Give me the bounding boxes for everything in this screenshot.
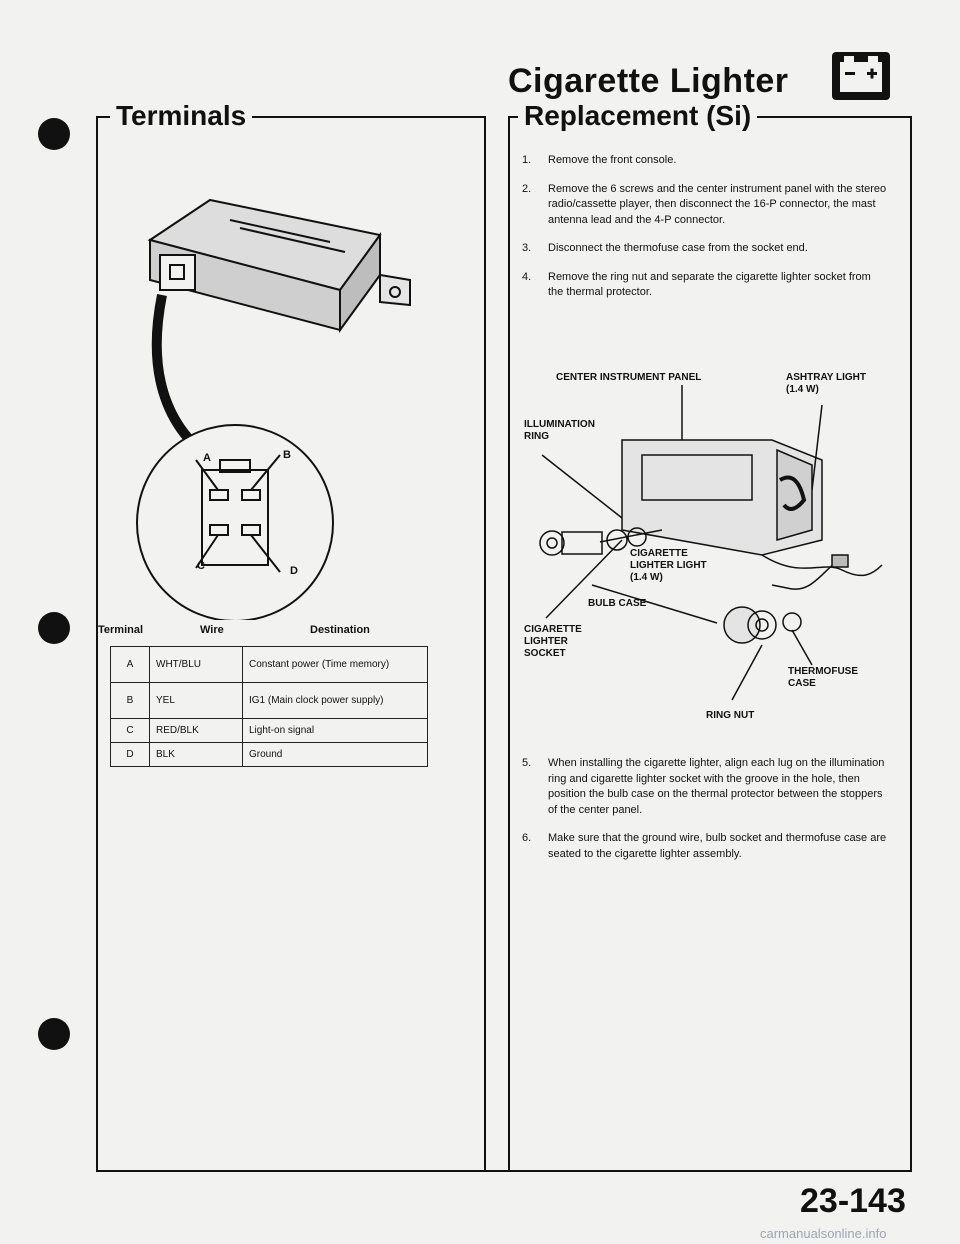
list-item	[522, 831, 888, 862]
terminal-cell: D	[111, 743, 150, 767]
destination-cell: IG1 (Main clock power supply)	[243, 683, 428, 719]
step-number: 5.	[522, 757, 532, 769]
step-number: 6.	[522, 832, 532, 844]
label-bulb-case: BULB CASE	[588, 598, 647, 609]
wire-cell: YEL	[150, 683, 243, 719]
label-ashtray-light: ASHTRAY LIGHT (1.4 W)	[786, 372, 867, 395]
col-header-terminal: Terminal	[98, 624, 144, 636]
list-item	[522, 182, 888, 229]
pin-label-a: A	[203, 452, 211, 464]
step-number: 3.	[522, 242, 532, 254]
label-cigarette-lighter-socket: CIGARETTE LIGHTER SOCKET	[524, 624, 582, 659]
step-text: Disconnect the thermofuse case from the socket end.	[548, 242, 808, 254]
col-header-destination: Destination	[310, 624, 370, 636]
list-item	[522, 153, 888, 169]
terminal-table	[110, 646, 428, 767]
list-item	[522, 756, 888, 818]
battery-icon	[830, 50, 892, 102]
step-number: 1.	[522, 154, 532, 166]
label-illumination-ring: ILLUMINATION RING	[524, 419, 595, 442]
steps-list-lower	[522, 756, 888, 875]
terminal-cell: A	[111, 647, 150, 683]
table-row	[111, 647, 428, 683]
footer-url: carmanualsonline.info	[760, 1226, 887, 1241]
page-number: 23-143	[800, 1182, 906, 1220]
label-ring-nut: RING NUT	[706, 710, 755, 721]
destination-cell: Light-on signal	[243, 719, 428, 743]
list-item	[522, 270, 888, 301]
binder-hole-1	[38, 118, 70, 150]
binder-hole-3	[38, 1018, 70, 1050]
table-row	[111, 683, 428, 719]
step-text: Remove the front console.	[548, 154, 677, 166]
terminals-heading: Terminals	[110, 100, 252, 132]
step-number: 2.	[522, 182, 532, 195]
step-text: Make sure that the ground wire, bulb socket and thermofuse case are seated to the cigarette lighter assembly.	[548, 832, 887, 860]
steps-list-upper	[522, 153, 888, 314]
binder-hole-2	[38, 612, 70, 644]
step-text: Remove the ring nut and separate the cigarette lighter socket from the thermal protector.	[548, 270, 871, 298]
destination-cell: Constant power (Time memory)	[243, 647, 428, 683]
destination-cell: Ground	[243, 743, 428, 767]
step-number: 4.	[522, 270, 532, 283]
wire-cell: WHT/BLU	[150, 647, 243, 683]
label-cigarette-lighter-light: CIGARETTE LIGHTER LIGHT (1.4 W)	[630, 548, 707, 583]
step-text: Remove the 6 screws and the center instrument panel with the stereo radio/cassette player, then disconnect the 16-P connector, the mast antenna lead and the 4-P connector.	[548, 182, 887, 226]
pin-label-c: C	[197, 560, 205, 572]
pin-label-b: B	[283, 449, 291, 461]
terminal-cell: B	[111, 683, 150, 719]
step-text: When installing the cigarette lighter, align each lug on the illumination ring and cigarette lighter socket with the groove in the hole, then position the bulb case on the thermal protector between the stoppers of the center panel.	[548, 757, 885, 816]
outer-rule	[96, 1170, 908, 1172]
table-row	[111, 743, 428, 767]
terminal-cell: C	[111, 719, 150, 743]
connector-illustration	[130, 180, 440, 620]
table-row	[111, 719, 428, 743]
list-item	[522, 241, 888, 257]
page-title: Cigarette Lighter	[508, 62, 789, 100]
wire-cell: RED/BLK	[150, 719, 243, 743]
pin-label-d: D	[290, 565, 298, 577]
label-center-instrument-panel: CENTER INSTRUMENT PANEL	[556, 372, 702, 383]
wire-cell: BLK	[150, 743, 243, 767]
replacement-heading: Replacement (Si)	[518, 100, 757, 132]
col-header-wire: Wire	[200, 624, 224, 636]
label-thermofuse-case: THERMOFUSE CASE	[788, 666, 858, 689]
